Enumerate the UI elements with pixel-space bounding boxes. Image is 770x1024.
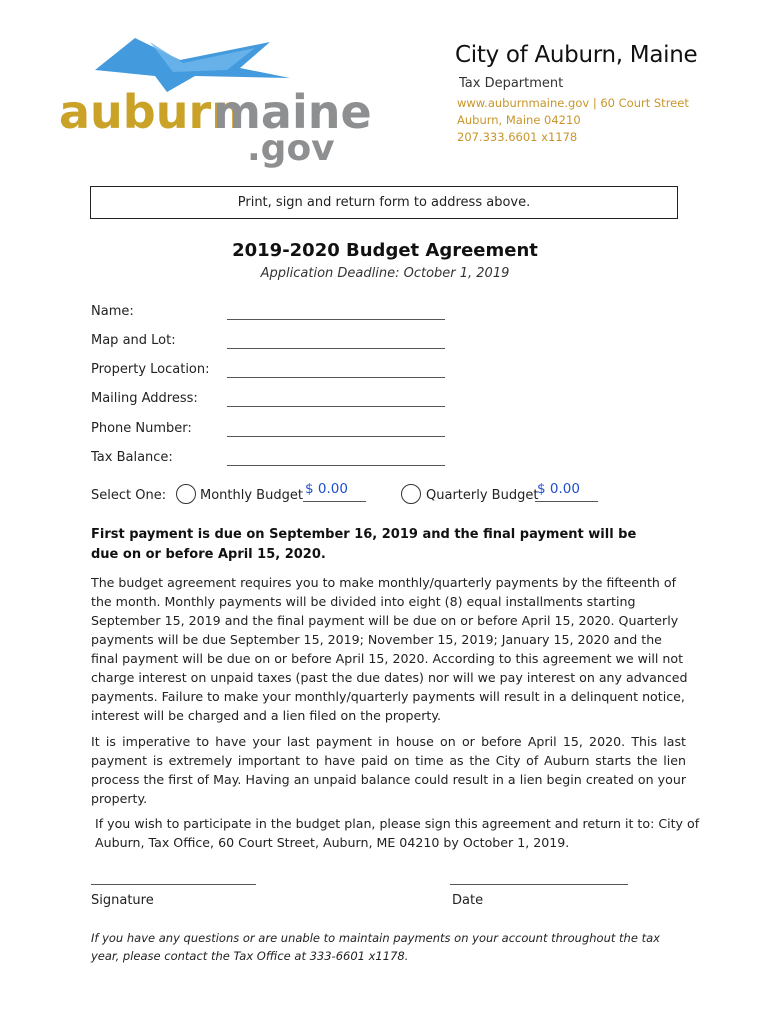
logo-word-auburn: auburn <box>59 85 244 139</box>
monthly-amount-field[interactable]: $ 0.00 <box>305 481 348 497</box>
monthly-budget-radio[interactable] <box>176 484 196 504</box>
quarterly-amount-underline <box>535 501 598 502</box>
application-deadline: Application Deadline: October 1, 2019 <box>260 266 510 281</box>
return-instructions-paragraph: If you wish to participate in the budget plan, please sign this agreement and return it to: City of Auburn, Tax Office, 60 Court Street, Auburn, ME 04210 by October 1, 2019. <box>95 816 700 850</box>
form-title: 2019-2020 Budget Agreement <box>232 240 538 261</box>
logo-word-gov: .gov <box>247 128 335 169</box>
department-name: Tax Department <box>459 76 564 91</box>
logo-word-maine: maine <box>213 85 372 139</box>
map-lot-label: Map and Lot: <box>91 333 176 348</box>
mailing-address-field[interactable] <box>227 406 445 407</box>
city-title: City of Auburn, Maine <box>455 42 698 68</box>
mailing-address-label: Mailing Address: <box>91 391 198 406</box>
date-label: Date <box>452 893 484 908</box>
monthly-amount-underline <box>303 501 366 502</box>
phone-number-field[interactable] <box>227 436 445 437</box>
monthly-budget-label: Monthly Budget <box>200 488 303 503</box>
name-label: Name: <box>91 304 134 319</box>
name-field[interactable] <box>227 319 445 320</box>
quarterly-amount-field[interactable]: $ 0.00 <box>537 481 580 497</box>
web-address-line[interactable]: www.auburnmaine.gov | 60 Court Street <box>457 96 689 110</box>
payment-due-notice: First payment is due on September 16, 2019 and the final payment will be due on or before April 15, 2020. <box>91 527 637 562</box>
city-state-zip: Auburn, Maine 04210 <box>457 113 581 127</box>
quarterly-budget-label: Quarterly Budget <box>426 488 539 503</box>
lien-warning-paragraph: It is imperative to have your last payment in house on or before April 15, 2020. This last payment is extremely important to have paid on time as the City of Auburn starts the lien process the first of May. Having an unpaid balance could result in a lien begin created on your property. <box>91 734 686 806</box>
tax-balance-field[interactable] <box>227 465 445 466</box>
phone-number: 207.333.6601 x1178 <box>457 130 578 144</box>
quarterly-budget-radio[interactable] <box>401 484 421 504</box>
budget-terms-paragraph: The budget agreement requires you to make monthly/quarterly payments by the fifteenth of the month. Monthly payments will be divided into eight (8) equal installments starting September 15, 2019 and the final payment will be due on or before April 15, 2020. Quarterly payments will be due September 15, 2019; November 15, 2019; January 15, 2020 and the final payment will be due on or before April 15, 2020. According to this agreement we will not charge interest on unpaid taxes (past the due dates) nor will we pay interest on any advanced payments. Failure to make your monthly/quarterly payments will result in a delinquent notice, interest will be charged and a lien filed on the property. <box>91 575 688 723</box>
property-location-field[interactable] <box>227 377 445 378</box>
signature-label: Signature <box>91 893 154 908</box>
signature-line[interactable] <box>91 884 256 885</box>
map-lot-field[interactable] <box>227 348 445 349</box>
return-instructions-box: Print, sign and return form to address above. <box>90 186 678 219</box>
tax-balance-label: Tax Balance: <box>91 450 173 465</box>
auburnmaine-logo <box>55 30 372 169</box>
select-one-label: Select One: <box>91 488 167 503</box>
contact-footer-note: If you have any questions or are unable to maintain payments on your account throughout the tax year, please contact the Tax Office at 333-6601 x1178. <box>91 931 660 963</box>
property-location-label: Property Location: <box>91 362 210 377</box>
phone-number-label: Phone Number: <box>91 421 192 436</box>
date-line[interactable] <box>450 884 628 885</box>
